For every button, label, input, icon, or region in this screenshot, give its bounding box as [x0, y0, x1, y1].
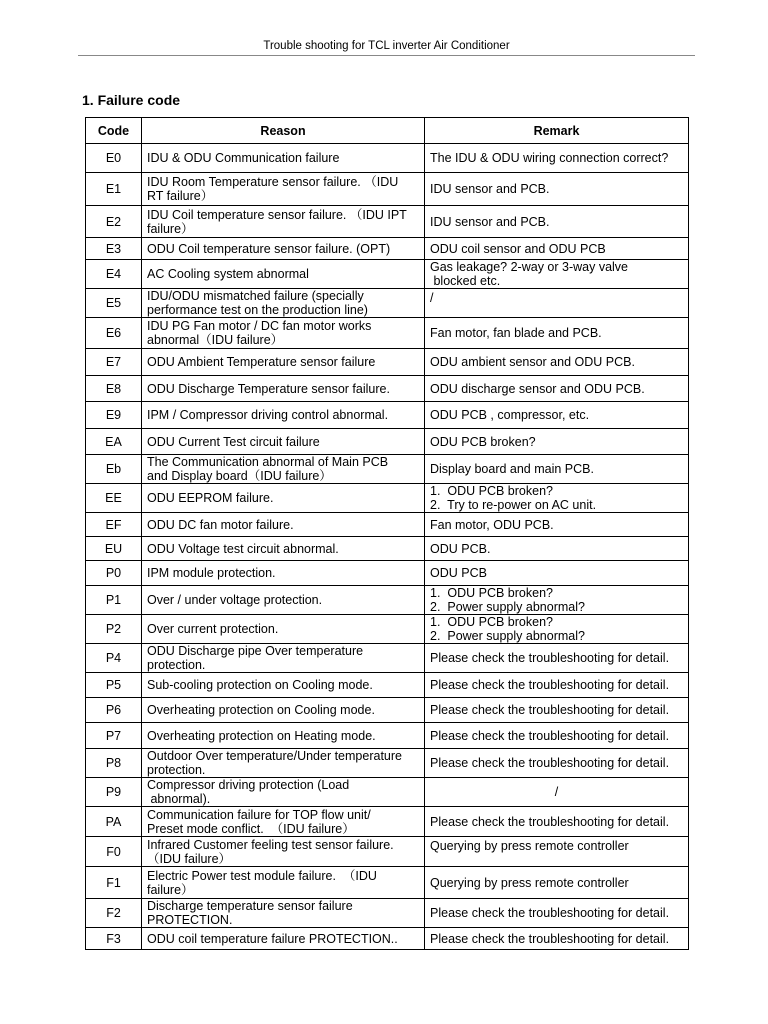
reason-cell — [142, 144, 425, 173]
reason-cell-line: IDU/ODU mismatched failure (specially — [147, 289, 364, 303]
remark-cell-line: / — [430, 291, 434, 305]
remark-cell — [425, 673, 689, 698]
reason-cell — [142, 899, 425, 928]
code-cell: P8 — [86, 749, 142, 778]
reason-cell-line: Compressor driving protection (Load — [147, 778, 350, 792]
code-cell: E9 — [86, 402, 142, 429]
table-row — [86, 561, 689, 586]
code-cell: P0 — [86, 561, 142, 586]
remark-cell — [425, 318, 689, 349]
remark-cell — [425, 561, 689, 586]
remark-cell-line: Please check the troubleshooting for detail. — [430, 651, 670, 665]
remark-cell-line: 1. ODU PCB broken? — [430, 586, 553, 600]
reason-cell-line: Communication failure for TOP flow unit/ — [147, 807, 371, 822]
reason-cell-line: performance test on the production line) — [147, 303, 368, 317]
code-cell: EE — [86, 484, 142, 513]
reason-cell-line: Over current protection. — [147, 622, 279, 636]
column-header-code: Code — [86, 118, 142, 144]
reason-cell — [142, 537, 425, 561]
reason-cell — [142, 778, 425, 807]
remark-cell-line: Querying by press remote controller — [430, 875, 629, 890]
code-cell: E8 — [86, 376, 142, 402]
reason-cell-line: ODU Discharge Temperature sensor failure. — [147, 381, 390, 396]
reason-cell-line: protection. — [147, 763, 206, 777]
table-row — [86, 402, 689, 429]
reason-cell — [142, 586, 425, 615]
reason-cell — [142, 318, 425, 349]
remark-cell-line: Please check the troubleshooting for detail. — [430, 814, 670, 829]
table-row — [86, 899, 689, 928]
reason-cell-line: Sub-cooling protection on Cooling mode. — [147, 678, 373, 692]
table-row — [86, 673, 689, 698]
reason-cell — [142, 673, 425, 698]
reason-cell-line: Preset mode conflict. （IDU failure） — [147, 821, 355, 836]
remark-cell — [425, 807, 689, 837]
reason-cell-line: abnormal（IDU failure） — [147, 333, 284, 347]
remark-cell-line: 2. Try to re-power on AC unit. — [430, 498, 597, 512]
reason-cell-line: IDU Coil temperature sensor failure. （IDU IPT — [147, 207, 407, 222]
remark-cell-line: Gas leakage? 2-way or 3-way valve — [430, 260, 629, 274]
table-row — [86, 455, 689, 484]
remark-cell-line: Please check the troubleshooting for detail. — [430, 728, 670, 743]
code-cell: E5 — [86, 289, 142, 318]
table-row — [86, 376, 689, 402]
remark-cell-line: 2. Power supply abnormal? — [430, 600, 585, 614]
reason-cell-line: abnormal). — [147, 792, 211, 806]
reason-cell-line: IPM / Compressor driving control abnormal. — [147, 408, 389, 422]
table-row — [86, 318, 689, 349]
reason-cell — [142, 723, 425, 749]
remark-cell — [425, 723, 689, 749]
table-row — [86, 144, 689, 173]
code-cell: F3 — [86, 928, 142, 950]
table-row — [86, 867, 689, 899]
remark-cell — [425, 402, 689, 429]
reason-cell — [142, 513, 425, 537]
column-header-remark: Remark — [425, 118, 689, 144]
code-cell: F1 — [86, 867, 142, 899]
table-row — [86, 586, 689, 615]
remark-cell — [425, 867, 689, 899]
reason-cell — [142, 429, 425, 455]
remark-cell — [425, 173, 689, 206]
remark-cell-line: Display board and main PCB. — [430, 462, 594, 476]
code-cell: P4 — [86, 644, 142, 673]
reason-cell-line: IDU Room Temperature sensor failure. （IDU — [147, 175, 399, 189]
remark-cell-line: Please check the troubleshooting for detail. — [430, 906, 670, 920]
remark-cell — [425, 749, 689, 778]
reason-cell-line: Over / under voltage protection. — [147, 593, 323, 607]
table-row — [86, 537, 689, 561]
code-cell: P9 — [86, 778, 142, 807]
reason-cell — [142, 807, 425, 837]
reason-cell — [142, 402, 425, 429]
remark-cell — [425, 376, 689, 402]
table-row — [86, 429, 689, 455]
remark-cell — [425, 455, 689, 484]
code-cell: P5 — [86, 673, 142, 698]
reason-cell — [142, 260, 425, 289]
reason-cell — [142, 173, 425, 206]
reason-cell-line: failure） — [147, 882, 194, 897]
table-row — [86, 484, 689, 513]
reason-cell-line: Infrared Customer feeling test sensor failure. — [147, 837, 394, 852]
table-row — [86, 349, 689, 376]
remark-cell-line: Fan motor, fan blade and PCB. — [430, 326, 602, 340]
reason-cell-line: ODU Ambient Temperature sensor failure — [147, 355, 376, 369]
page-header: Trouble shooting for TCL inverter Air Conditioner — [78, 40, 695, 56]
reason-cell-line: ODU coil temperature failure PROTECTION.. — [147, 931, 398, 946]
reason-cell — [142, 867, 425, 899]
table-row — [86, 749, 689, 778]
remark-cell — [425, 928, 689, 950]
code-cell: E6 — [86, 318, 142, 349]
reason-cell-line: and Display board（IDU failure） — [147, 469, 332, 483]
reason-cell — [142, 238, 425, 260]
reason-cell-line: Discharge temperature sensor failure — [147, 899, 353, 913]
remark-cell-line: ODU PCB — [430, 566, 487, 580]
code-cell: EF — [86, 513, 142, 537]
remark-cell — [425, 537, 689, 561]
remark-cell-line: ODU coil sensor and ODU PCB — [430, 241, 606, 256]
code-cell: E3 — [86, 238, 142, 260]
remark-cell-line: ODU PCB. — [430, 541, 491, 556]
reason-cell-line: ODU Current Test circuit failure — [147, 434, 320, 449]
code-cell: P2 — [86, 615, 142, 644]
reason-cell — [142, 561, 425, 586]
remark-cell — [425, 513, 689, 537]
remark-cell — [425, 484, 689, 513]
code-cell: E7 — [86, 349, 142, 376]
remark-cell-line: ODU PCB broken? — [430, 434, 536, 449]
reason-cell — [142, 644, 425, 673]
reason-cell-line: IPM module protection. — [147, 566, 276, 580]
table-row — [86, 513, 689, 537]
remark-cell-line: blocked etc. — [430, 274, 501, 288]
table-row — [86, 238, 689, 260]
remark-cell-line: Please check the troubleshooting for detail. — [430, 756, 670, 770]
code-cell: EA — [86, 429, 142, 455]
remark-cell-line: 2. Power supply abnormal? — [430, 629, 585, 643]
reason-cell-line: （IDU failure） — [147, 851, 232, 866]
table-row — [86, 778, 689, 807]
remark-cell — [425, 644, 689, 673]
remark-cell — [425, 586, 689, 615]
table-row — [86, 206, 689, 238]
reason-cell-line: Electric Power test module failure. （IDU — [147, 868, 377, 883]
remark-cell-line: ODU PCB , compressor, etc. — [430, 408, 590, 422]
remark-cell-line: IDU sensor and PCB. — [430, 214, 550, 229]
reason-cell-line: The Communication abnormal of Main PCB — [147, 455, 389, 469]
table-row — [86, 260, 689, 289]
section-title: 1. Failure code — [82, 92, 181, 108]
reason-cell-line: Overheating protection on Heating mode. — [147, 728, 376, 743]
reason-cell-line: Outdoor Over temperature/Under temperature — [147, 749, 402, 763]
code-cell: PA — [86, 807, 142, 837]
failure-code-table — [85, 117, 689, 950]
remark-cell — [425, 615, 689, 644]
remark-cell-line: 1. ODU PCB broken? — [430, 615, 553, 629]
reason-cell-line: IDU & ODU Communication failure — [147, 151, 340, 165]
code-cell: E4 — [86, 260, 142, 289]
code-cell: EU — [86, 537, 142, 561]
remark-cell-line: / — [554, 785, 559, 799]
table-row — [86, 698, 689, 723]
reason-cell-line: ODU Voltage test circuit abnormal. — [147, 541, 339, 556]
reason-cell-line: ODU EEPROM failure. — [147, 491, 274, 505]
code-cell: P6 — [86, 698, 142, 723]
remark-cell — [425, 899, 689, 928]
code-cell: E1 — [86, 173, 142, 206]
reason-cell-line: failure） — [147, 221, 194, 236]
reason-cell — [142, 749, 425, 778]
reason-cell-line: Overheating protection on Cooling mode. — [147, 703, 375, 717]
reason-cell — [142, 206, 425, 238]
code-cell: Eb — [86, 455, 142, 484]
table-row — [86, 644, 689, 673]
table-row — [86, 837, 689, 867]
code-cell: F2 — [86, 899, 142, 928]
reason-cell — [142, 455, 425, 484]
reason-cell-line: protection. — [147, 658, 206, 672]
reason-cell — [142, 349, 425, 376]
reason-cell-line: ODU DC fan motor failure. — [147, 517, 294, 532]
remark-cell-line: ODU ambient sensor and ODU PCB. — [430, 355, 635, 369]
remark-cell-line: Please check the troubleshooting for detail. — [430, 703, 670, 717]
remark-cell-line: Fan motor, ODU PCB. — [430, 517, 554, 532]
reason-cell — [142, 376, 425, 402]
reason-cell — [142, 289, 425, 318]
column-header-reason: Reason — [142, 118, 425, 144]
remark-cell — [425, 837, 689, 867]
code-cell: P1 — [86, 586, 142, 615]
table-header-row — [86, 118, 689, 144]
reason-cell-line: PROTECTION. — [147, 913, 233, 927]
reason-cell-line: IDU PG Fan motor / DC fan motor works — [147, 319, 372, 333]
remark-cell — [425, 206, 689, 238]
remark-cell — [425, 238, 689, 260]
remark-cell-line: The IDU & ODU wiring connection correct? — [430, 151, 669, 165]
remark-cell — [425, 698, 689, 723]
reason-cell — [142, 484, 425, 513]
remark-cell — [425, 349, 689, 376]
remark-cell — [425, 429, 689, 455]
code-cell: E0 — [86, 144, 142, 173]
table-row — [86, 173, 689, 206]
remark-cell-line: 1. ODU PCB broken? — [430, 484, 553, 498]
remark-cell — [425, 289, 689, 318]
reason-cell-line: ODU Coil temperature sensor failure. (OPT) — [147, 241, 391, 256]
code-cell: P7 — [86, 723, 142, 749]
remark-cell-line: IDU sensor and PCB. — [430, 182, 550, 196]
reason-cell — [142, 698, 425, 723]
reason-cell — [142, 615, 425, 644]
remark-cell — [425, 260, 689, 289]
table-row — [86, 807, 689, 837]
code-cell: F0 — [86, 837, 142, 867]
table-row — [86, 615, 689, 644]
remark-cell-line: Querying by press remote controller — [430, 839, 629, 853]
remark-cell-line: Please check the troubleshooting for detail. — [430, 931, 670, 946]
reason-cell — [142, 928, 425, 950]
table-row — [86, 723, 689, 749]
reason-cell — [142, 837, 425, 867]
reason-cell-line: RT failure） — [147, 189, 214, 203]
table-body — [86, 144, 689, 950]
reason-cell-line: AC Cooling system abnormal — [147, 267, 309, 281]
remark-cell — [425, 144, 689, 173]
table-row — [86, 928, 689, 950]
remark-cell-line: ODU discharge sensor and ODU PCB. — [430, 381, 645, 396]
code-cell: E2 — [86, 206, 142, 238]
remark-cell — [425, 778, 689, 807]
table-row — [86, 289, 689, 318]
reason-cell-line: ODU Discharge pipe Over temperature — [147, 644, 364, 658]
remark-cell-line: Please check the troubleshooting for detail. — [430, 678, 670, 692]
